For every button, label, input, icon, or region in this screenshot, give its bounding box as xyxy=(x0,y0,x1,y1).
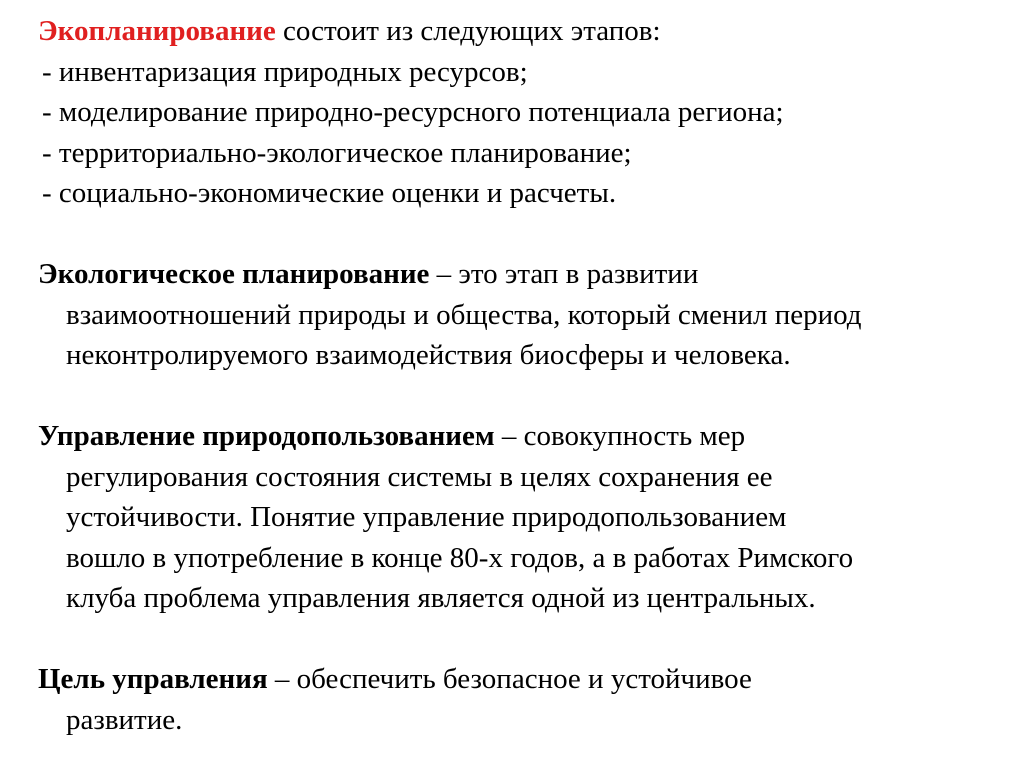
ecoplanning-heading-line xyxy=(38,11,1004,52)
goal-line-1-rest: – обеспечить безопасное и устойчивое xyxy=(267,663,752,695)
stage-item: - инвентаризация природных ресурсов; xyxy=(42,55,528,88)
ecoplanning-section xyxy=(38,11,1004,214)
management-term: Управление природопользованием xyxy=(38,420,495,452)
eco-planning-definition xyxy=(38,254,1004,376)
eco-planning-line-1 xyxy=(38,254,1004,295)
eco-planning-line-1-rest: – это этап в развитии xyxy=(429,258,699,290)
management-line-2: регулирования состояния системы в целях сохранения ее xyxy=(66,460,773,493)
goal-definition xyxy=(38,659,1004,740)
eco-planning-line-3: неконтролируемого взаимодействия биосферы и человека. xyxy=(66,339,791,371)
eco-planning-term: Экологическое планирование xyxy=(38,258,430,290)
stage-item: - территориально-экологическое планирование; xyxy=(42,136,632,169)
management-line-5: клуба проблема управления является одной из центральных. xyxy=(66,582,816,614)
management-definition xyxy=(38,416,1004,619)
stage-item: - моделирование природно-ресурсного потенциала региона; xyxy=(42,96,784,128)
goal-line-1 xyxy=(38,659,1004,700)
ecoplanning-heading-rest: состоит из следующих этапов: xyxy=(275,15,661,47)
management-line-1-rest: – совокупность мер xyxy=(494,420,746,452)
stage-item: - социально-экономические оценки и расчеты. xyxy=(42,177,617,209)
eco-planning-line-2: взаимоотношений природы и общества, который сменил период xyxy=(66,298,862,331)
goal-term: Цель управления xyxy=(38,663,268,695)
ecoplanning-term: Экопланирование xyxy=(38,15,276,47)
management-line-3: устойчивости. Понятие управление природопользованием xyxy=(66,501,787,533)
management-line-1 xyxy=(38,416,1004,457)
management-line-4: вошло в употребление в конце 80-х годов, а в работах Римского xyxy=(66,541,854,574)
goal-line-2: развитие. xyxy=(66,703,183,736)
